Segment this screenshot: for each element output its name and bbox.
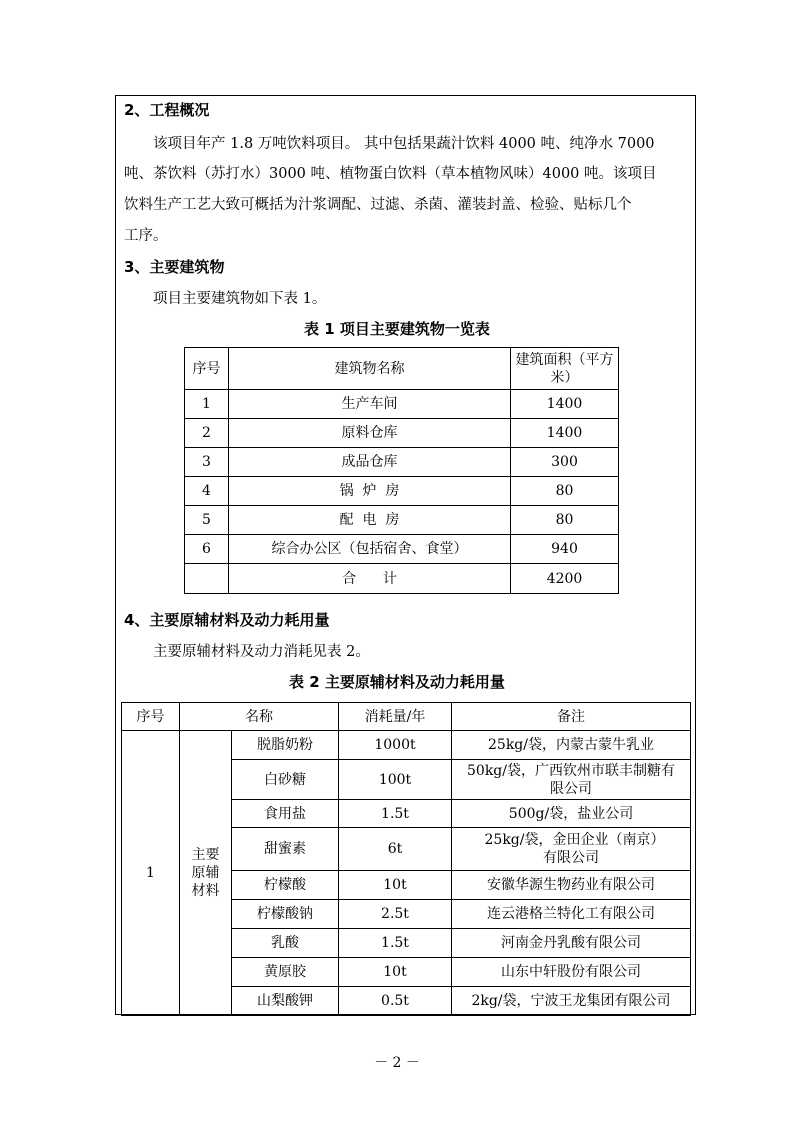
table-cell: 连云港格兰特化工有限公司 xyxy=(452,900,691,929)
table-cell: 2 xyxy=(185,419,229,448)
table-cell: 0.5t xyxy=(339,987,452,1016)
table-header: 建筑物名称 xyxy=(229,348,511,390)
table-cell: 25kg/袋，金田企业（南京）有限公司 xyxy=(452,828,691,871)
table-cell: 2kg/袋，宁波王龙集团有限公司 xyxy=(452,987,691,1016)
table-cell: 10t xyxy=(339,871,452,900)
table-header: 名称 xyxy=(180,703,339,731)
table-cell: 黄原胶 xyxy=(232,958,339,987)
table-cell: 河南金丹乳酸有限公司 xyxy=(452,929,691,958)
table-cell: 940 xyxy=(511,535,619,564)
table-cell: 1000t xyxy=(339,731,452,760)
table-cell: 成品仓库 xyxy=(229,448,511,477)
table-cell: 食用盐 xyxy=(232,800,339,828)
table-header: 备注 xyxy=(452,703,691,731)
table-row xyxy=(185,390,619,419)
table-cell: 山梨酸钾 xyxy=(232,987,339,1016)
materials-table xyxy=(121,702,691,1016)
paragraph-line: 项目主要建筑物如下表 1。 xyxy=(153,291,327,307)
table-header: 消耗量/年 xyxy=(339,703,452,731)
table-cell: 5 xyxy=(185,506,229,535)
table-cell: 300 xyxy=(511,448,619,477)
table-row xyxy=(185,506,619,535)
table-cell: 25kg/袋，内蒙古蒙牛乳业 xyxy=(452,731,691,760)
table-cell xyxy=(185,564,229,594)
table-cell: 锅 炉 房 xyxy=(229,477,511,506)
table-header-row xyxy=(122,703,691,731)
table-cell: 柠檬酸 xyxy=(232,871,339,900)
table-cell: 500g/袋，盐业公司 xyxy=(452,800,691,828)
section-heading-overview: 2、工程概况 xyxy=(124,101,210,119)
table-cell: 山东中轩股份有限公司 xyxy=(452,958,691,987)
paragraph-line: 该项目年产 1.8 万吨饮料项目。 其中包括果蔬汁饮料 4000 吨、纯净水 7000 xyxy=(153,136,655,152)
table-header: 序号 xyxy=(122,703,180,731)
table-cell: 1.5t xyxy=(339,929,452,958)
buildings-table xyxy=(184,347,619,594)
table-cell: 白砂糖 xyxy=(232,760,339,800)
paragraph-line: 饮料生产工艺大致可概括为汁浆调配、过滤、杀菌、灌装封盖、检验、贴标几个 xyxy=(124,197,632,213)
table-cell: 6t xyxy=(339,828,452,871)
paragraph-line: 主要原辅材料及动力消耗见表 2。 xyxy=(153,644,370,660)
table-cell: 10t xyxy=(339,958,452,987)
table-cell: 6 xyxy=(185,535,229,564)
table-cell: 80 xyxy=(511,506,619,535)
table-cell: 脱脂奶粉 xyxy=(232,731,339,760)
table-total-row xyxy=(185,564,619,594)
table-cell: 1 xyxy=(185,390,229,419)
table-cell: 安徽华源生物药业有限公司 xyxy=(452,871,691,900)
table-cell: 3 xyxy=(185,448,229,477)
table-cell: 柠檬酸钠 xyxy=(232,900,339,929)
table-row xyxy=(122,731,691,760)
paragraph-line: 工序。 xyxy=(124,228,168,244)
table-cell: 2.5t xyxy=(339,900,452,929)
section-heading-materials: 4、主要原辅材料及动力耗用量 xyxy=(124,611,330,629)
table-cell: 生产车间 xyxy=(229,390,511,419)
table-cell: 配 电 房 xyxy=(229,506,511,535)
table-cell: 50kg/袋，广西钦州市联丰制糖有限公司 xyxy=(452,760,691,800)
table-header: 建筑面积（平方米） xyxy=(511,348,619,390)
table-cell: 1400 xyxy=(511,390,619,419)
section-heading-buildings: 3、主要建筑物 xyxy=(124,258,225,276)
table-cell: 80 xyxy=(511,477,619,506)
table-header-row xyxy=(185,348,619,390)
table-row xyxy=(185,448,619,477)
table-cell: 原料仓库 xyxy=(229,419,511,448)
table-cell: 1 xyxy=(122,731,180,1016)
table1-caption: 表 1 项目主要建筑物一览表 xyxy=(304,320,490,338)
table-header: 序号 xyxy=(185,348,229,390)
paragraph-line: 吨、茶饮料（苏打水）3000 吨、植物蛋白饮料（草本植物风味）4000 吨。该项目 xyxy=(124,166,657,182)
table-cell: 4 xyxy=(185,477,229,506)
table-cell: 乳酸 xyxy=(232,929,339,958)
table-cell: 100t xyxy=(339,760,452,800)
table-row xyxy=(185,535,619,564)
table-row xyxy=(185,419,619,448)
table2-caption: 表 2 主要原辅材料及动力耗用量 xyxy=(289,673,505,691)
table-cell: 1.5t xyxy=(339,800,452,828)
table-cell: 主要原辅材料 xyxy=(180,731,232,1016)
table-cell: 甜蜜素 xyxy=(232,828,339,871)
table-cell: 1400 xyxy=(511,419,619,448)
page-number: － 2 － xyxy=(374,1055,420,1071)
table-cell: 综合办公区（包括宿舍、食堂） xyxy=(229,535,511,564)
table-row xyxy=(185,477,619,506)
table-cell: 4200 xyxy=(511,564,619,594)
table-cell: 合 计 xyxy=(229,564,511,594)
